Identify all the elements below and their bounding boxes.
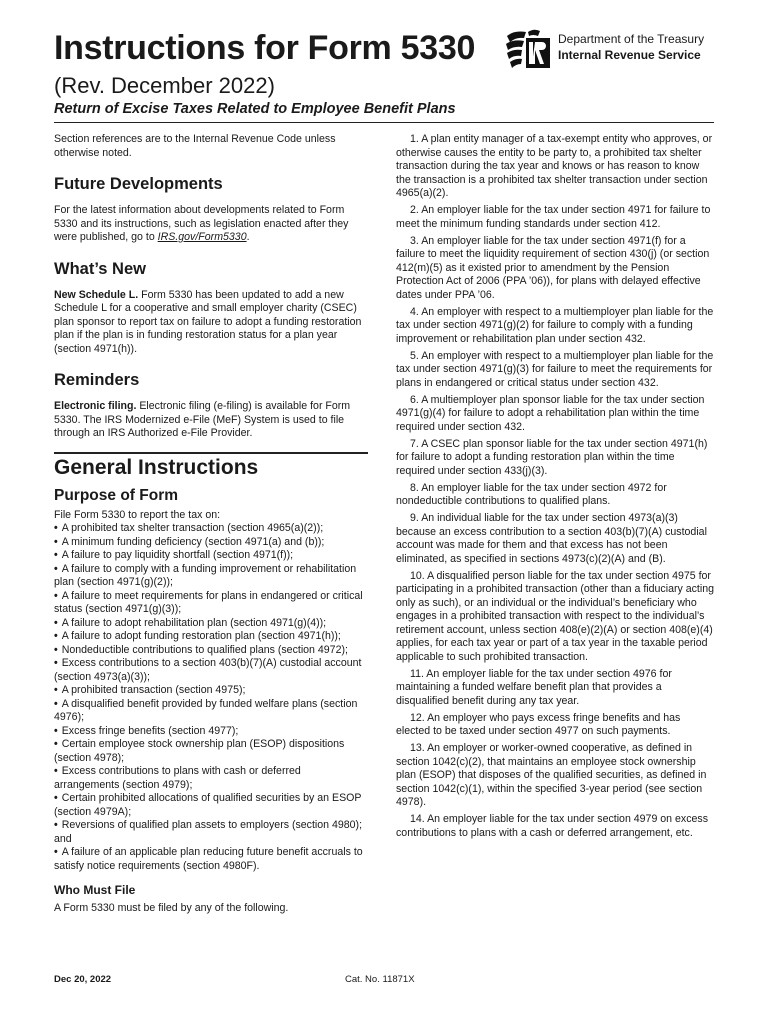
- list-item: • Reversions of qualified plan assets to employers (section 4980); and: [54, 819, 368, 846]
- heading-reminders: Reminders: [54, 371, 140, 389]
- list-item: 6. A multiemployer plan sponsor liable for the tax under section 4971(g)(4) for failure to adopt a rehabilitation plan within the time required under section 432.: [396, 393, 705, 433]
- list-item: 5. An employer with respect to a multiemployer plan liable for the tax under section 4971(g)(3) for failure to meet the requirements for plans in endangered or critical status under section 432.: [396, 349, 714, 389]
- list-item: • Excess contributions to a section 403(b)(7)(A) custodial account (section 4973(a)(3));: [54, 657, 368, 684]
- page-subtitle: Return of Excise Taxes Related to Employee Benefit Plans: [54, 101, 456, 117]
- list-item: • Excess contributions to plans with cash or deferred arrangements (section 4979);: [54, 765, 368, 792]
- purpose-list: [54, 522, 368, 873]
- list-item: • A failure of an applicable plan reducing future benefit accruals to satisfy notice requirements (section 4980F).: [54, 846, 368, 873]
- list-item: 8. An employer liable for the tax under section 4972 for nondeductible contributions to qualified plans.: [396, 481, 667, 507]
- heading-who-must-file: Who Must File: [54, 883, 136, 897]
- list-item: • Excess fringe benefits (section 4977);: [54, 725, 368, 739]
- list-item: 3. An employer liable for the tax under section 4971(f) for a failure to meet the liquidity requirement of section 430(j) (or section 412(m)(5) as it existed prior to amendment by the Pension Protection Act of 2006 (PPA ’06)), for plans with delayed effective dates under PPA ’06.: [396, 234, 710, 301]
- left-column: [54, 133, 368, 925]
- list-item: 13. An employer or worker-owned cooperative, as defined in section 1042(c)(2), that maintains an employee stock ownership plan (ESOP) that disposes of the qualified securities, as defined in section 1042(c)(1), within the specified 3-year period (see section 4978).: [396, 742, 707, 808]
- header-divider: [54, 122, 714, 123]
- intro-text: Section references are to the Internal Revenue Code unless otherwise noted.: [54, 133, 336, 159]
- list-item: • A failure to meet requirements for plans in endangered or critical status (section 4971(g)(3));: [54, 590, 368, 617]
- right-column: [396, 133, 714, 844]
- list-item: 10. A disqualified person liable for the tax under section 4975 for participating in a prohibited transaction (other than a fiduciary acting only as such), or an individual or the individual’s beneficiary who engages in a prohibited transaction with respect to the individual’s retirement account, unless section 408(e)(2)(A) or section 408(e)(4) applies, for each tax year or part of a tax year in the taxable period applicable to such prohibited transaction.: [396, 569, 714, 663]
- list-item: 1. A plan entity manager of a tax-exempt entity who approves, or otherwise causes the entity to be party to, a prohibited tax shelter transaction during the tax year and knows or has reason to know the transaction is a prohibited tax shelter transaction under section 4965(a)(2).: [396, 133, 713, 199]
- list-item: 2. An employer liable for the tax under section 4971 for failure to meet the minimum funding standards under section 412.: [396, 204, 711, 230]
- list-item: • A failure to adopt rehabilitation plan (section 4971(g)(4));: [54, 617, 368, 631]
- agency-department: Department of the Treasury: [558, 32, 705, 46]
- list-item: • A minimum funding deficiency (section 4971(a) and (b));: [54, 536, 368, 550]
- list-item: 12. An employer who pays excess fringe benefits and has elected to be taxed under section 4977 on such payments.: [396, 711, 681, 737]
- agency-service: Internal Revenue Service: [558, 48, 701, 62]
- list-item: • A prohibited tax shelter transaction (section 4965(a)(2));: [54, 522, 368, 536]
- irs-eagle-logo-icon: [504, 28, 554, 74]
- list-item: • Nondeductible contributions to qualified plans (section 4972);: [54, 644, 368, 658]
- list-item: • A disqualified benefit provided by funded welfare plans (section 4976);: [54, 698, 368, 725]
- heading-purpose-of-form: Purpose of Form: [54, 486, 179, 504]
- reminders-text: Electronic filing. Electronic filing (e-filing) is available for Form 5330. The IRS Modernized e-File (MeF) System is used to file through an IRS Authorized e-File Provider.: [54, 400, 351, 439]
- list-item: • Certain prohibited allocations of qualified securities by an ESOP (section 4979A);: [54, 792, 368, 819]
- agency-block: [558, 31, 704, 63]
- revision-date: (Rev. December 2022): [54, 73, 275, 98]
- footer-date: Dec 20, 2022: [54, 974, 112, 985]
- purpose-intro: File Form 5330 to report the tax on:: [54, 508, 221, 521]
- form5330-link[interactable]: IRS.gov/Form5330: [157, 231, 247, 243]
- list-item: • A failure to pay liquidity shortfall (section 4971(f));: [54, 549, 368, 563]
- list-item: 9. An individual liable for the tax under section 4973(a)(3) because an excess contribution to a section 403(b)(7)(A) custodial account was made for them and that excess has not been eliminated, as specified in sections 4973(c)(2)(A) and (B).: [396, 512, 707, 565]
- footer-cat-number: Cat. No. 11871X: [345, 974, 415, 985]
- list-item: • A failure to adopt funding restoration plan (section 4971(h));: [54, 630, 368, 644]
- heading-general-instructions: General Instructions: [54, 452, 368, 482]
- list-item: • A failure to comply with a funding improvement or rehabilitation plan (section 4971(g)(2));: [54, 563, 368, 590]
- who-must-file-text: A Form 5330 must be filed by any of the following.: [54, 902, 289, 914]
- whats-new-text: New Schedule L. Form 5330 has been updated to add a new Schedule L for a cooperative and small employer charity (CSEC) plan sponsor to report tax on failure to adopt a funding restoration plan if the plan is in funding restoration status for a plan year (section 4971(h)).: [54, 288, 362, 355]
- page-title: Instructions for Form 5330: [54, 29, 476, 67]
- heading-whats-new: What’s New: [54, 259, 146, 278]
- list-item: 4. An employer with respect to a multiemployer plan liable for the tax under section 4971(g)(2) for failure to comply with a funding improvement or rehabilitation plan under section 432.: [396, 305, 714, 345]
- list-item: • Certain employee stock ownership plan (ESOP) dispositions (section 4978);: [54, 738, 368, 765]
- list-item: • A prohibited transaction (section 4975);: [54, 684, 368, 698]
- list-item: 7. A CSEC plan sponsor liable for the tax under section 4971(h) for failure to adopt a funding restoration plan within the time required under section 433(j)(3).: [396, 437, 708, 477]
- heading-future-developments: Future Developments: [54, 175, 223, 193]
- filer-list: [396, 133, 714, 840]
- future-developments-text: For the latest information about developments related to Form 5330 and its instructions, such as legislation enacted after they were published, go to IRS.gov/Form5330.: [54, 204, 349, 243]
- list-item: 11. An employer liable for the tax under section 4976 for maintaining a funded welfare benefit plan that provides a disqualified benefit during any tax year.: [396, 667, 672, 707]
- list-item: 14. An employer liable for the tax under section 4979 on excess contributions to plans with a cash or deferred arrangement, etc.: [396, 813, 708, 839]
